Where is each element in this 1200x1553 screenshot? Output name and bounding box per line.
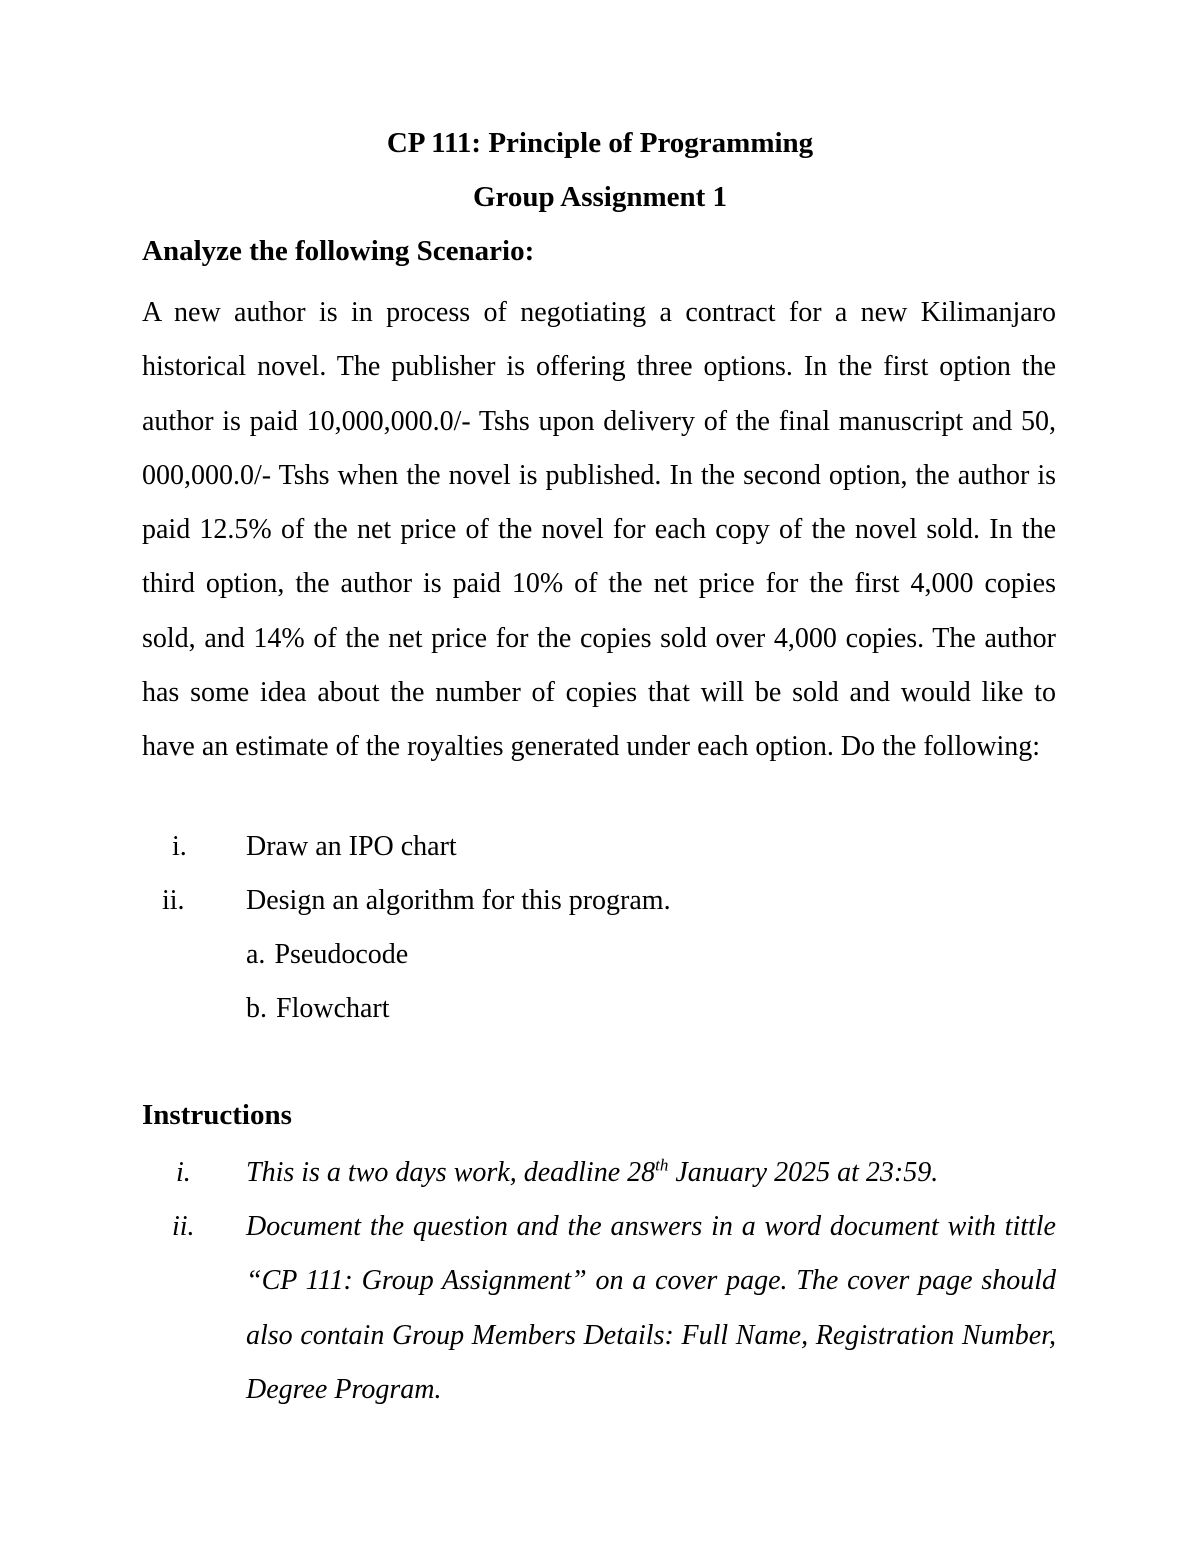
subtask-item [246,992,390,1026]
document-title: CP 111: Principle of Programming [386,127,814,159]
instruction-text-part: January 2025 at 23:59. [668,1157,939,1188]
task-number: i. [172,831,187,862]
subtask-letter: a. [246,939,266,970]
instruction-number: i. [176,1157,191,1188]
instruction-text-part: This is a two days work, deadline 28 [246,1157,656,1188]
scenario-paragraph: A new author is in process of negotiating a contract for a new Kilimanjaro historical novel. The publisher is offering three options. In the first option the author is paid 10,000,000.0/- Tshs upon delivery of the final manuscript and 50, 000,000.0/- Tshs when the novel is published. In the second option, the author is paid 12.5% of the net price of the novel for each copy of the novel sold. In the third option, the author is paid 10% of the net price for the first 4,000 copies sold, and 14% of the net price for the copies sold over 4,000 copies. The author has some idea about the number of copies that will be sold and would like to have an estimate of the royalties generated under each option. Do the following: [142,297,1056,763]
instructions-heading: Instructions [142,1099,292,1131]
task-text: Design an algorithm for this program. [246,885,671,916]
subtask-text: Pseudocode [274,939,409,970]
subtask-item [246,938,408,972]
subtask-letter: b. [246,993,267,1024]
instruction-text [246,1146,1056,1200]
subtask-text: Flowchart [276,993,390,1024]
task-text: Draw an IPO chart [246,831,457,862]
task-number: ii. [162,885,185,916]
scenario-heading: Analyze the following Scenario: [142,235,535,267]
instruction-number: ii. [172,1211,195,1242]
instruction-text: Document the question and the answers in a word document with tittle “CP 111: Group Assignment” on a cover page. The cover page should also contain Group Members Details: Full Name, Registration Number, Degree Program. [246,1211,1056,1405]
document-subtitle: Group Assignment 1 [472,181,728,213]
instruction-superscript: th [655,1155,669,1175]
